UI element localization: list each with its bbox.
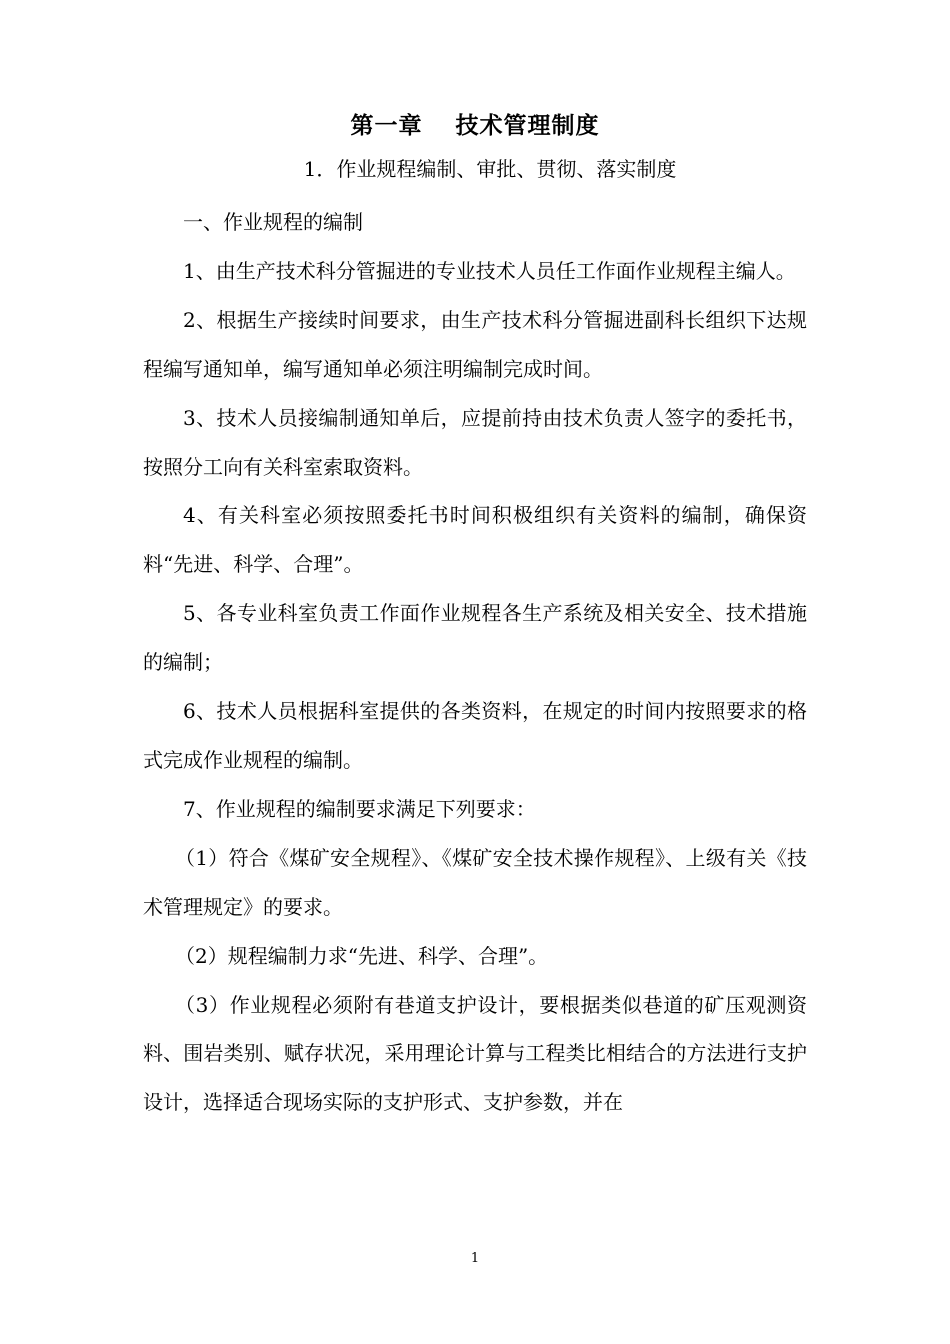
paragraph-1: 1、由生产技术科分管掘进的专业技术人员任工作面作业规程主编人。 (183, 258, 796, 283)
page-number: 1 (470, 1251, 480, 1266)
paragraph-5: 5、各专业科室负责工作面作业规程各生产系统及相关安全、技术措施的编制； (143, 601, 807, 675)
paragraph-6: 6、技术人员根据科室提供的各类资料，在规定的时间内按照要求的格式完成作业规程的编制。 (143, 699, 807, 772)
chapter-title: 第一章 技术管理制度 (350, 113, 600, 139)
paragraph-4: 4、有关科室必须按照委托书时间积极组织有关资料的编制，确保资料“先进、科学、合理”。 (143, 503, 807, 577)
document-body (143, 198, 807, 1127)
requirement-2: （2）规程编制力求“先进、科学、合理”。 (175, 943, 549, 968)
paragraph-2: 2、根据生产接续时间要求，由生产技术科分管掘进副科长组织下达规程编写通知单，编写通知单必须注明编制完成时间。 (143, 307, 807, 381)
section-subtitle: 1．作业规程编制、审批、贯彻、落实制度 (303, 157, 677, 181)
requirement-1: （1）符合《煤矿安全规程》、《煤矿安全技术操作规程》、上级有关《技术管理规定》的要求。 (143, 845, 807, 919)
paragraph-7: 7、作业规程的编制要求满足下列要求： (183, 796, 536, 821)
section-heading: 一、作业规程的编制 (183, 210, 363, 234)
requirement-3: （3）作业规程必须附有巷道支护设计，要根据类似巷道的矿压观测资料、围岩类别、赋存状况，采用理论计算与工程类比相结合的方法进行支护设计，选择适合现场实际的支护形式、支护参数，并在 (143, 992, 807, 1115)
paragraph-3: 3、技术人员接编制通知单后，应提前持由技术负责人签字的委托书，按照分工向有关科室索取资料。 (143, 405, 807, 479)
